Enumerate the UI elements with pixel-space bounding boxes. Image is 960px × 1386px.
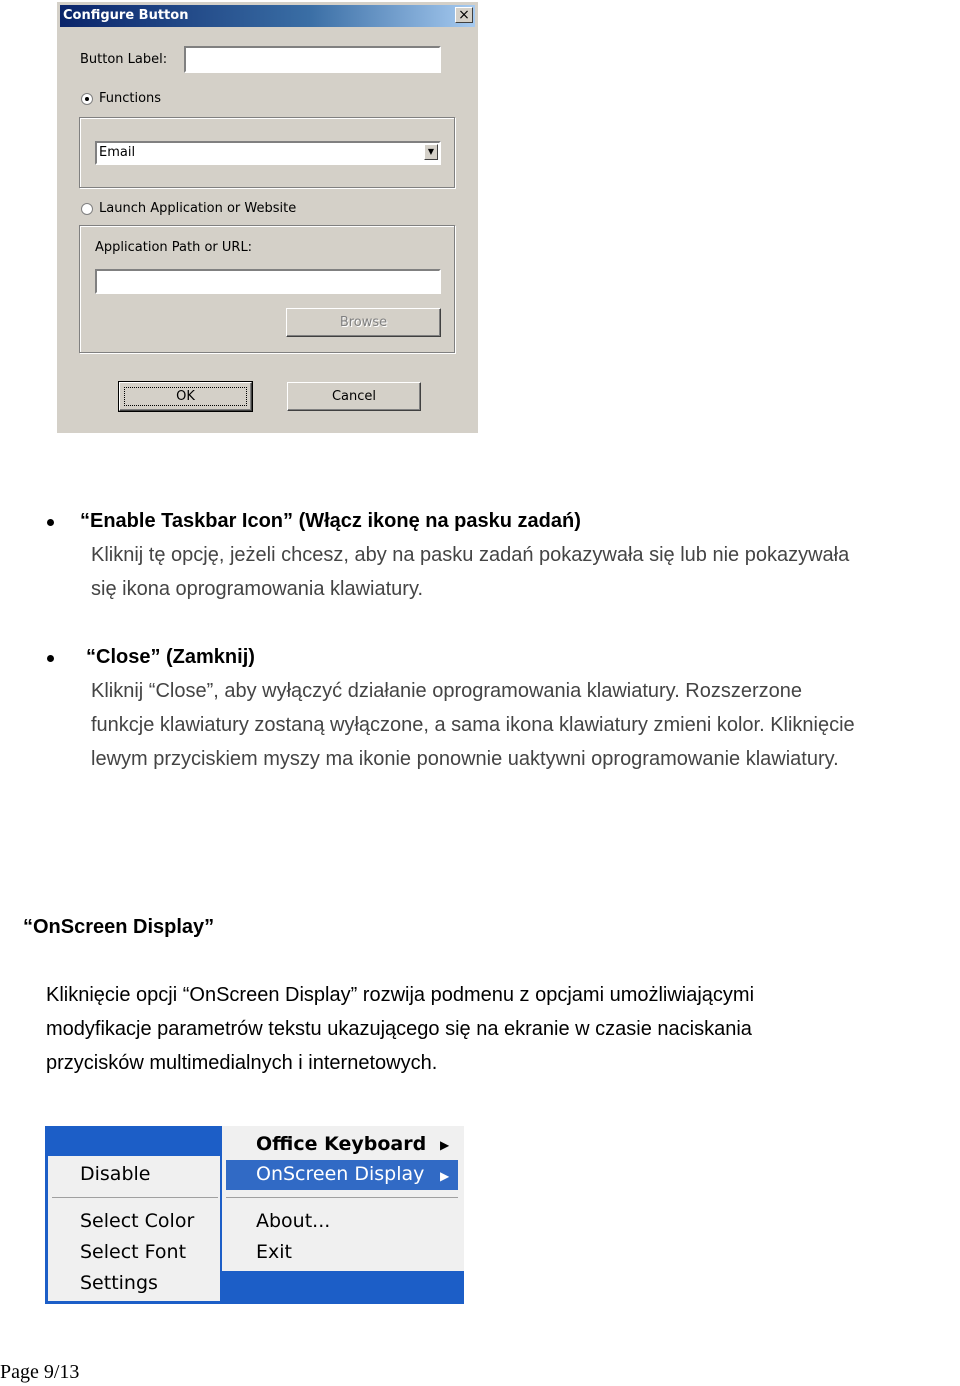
osd-line-3: przycisków multimedialnych i internetowych. [46,1052,438,1074]
functions-radio[interactable] [81,93,93,105]
functions-select[interactable] [95,141,441,165]
menu-item-onscreen-display-label: OnScreen Display [256,1163,425,1185]
functions-radio-label: Functions [99,91,162,106]
button-label-caption: Button Label: [80,52,168,67]
path-input[interactable] [95,269,441,294]
context-menu-screenshot [45,1126,464,1304]
menu-separator [226,1197,458,1198]
close-line-2: funkcje klawiatury zostaną wyłączone, a sama ikona klawiatury zmieni kolor. Kliknięcie [91,714,855,736]
taskbar-heading [80,510,581,533]
menu-item-select-color[interactable]: Select Color [80,1210,195,1232]
taskbar-line-1: Kliknij tę opcję, jeżeli chcesz, aby na pasku zadań pokazywała się lub nie pokazywała [91,544,850,566]
submenu-arrow-icon: ▶ [440,1169,450,1183]
functions-group [79,117,455,188]
focus-ring [124,387,247,406]
button-label-input[interactable] [184,46,441,73]
close-button[interactable] [455,7,473,23]
close-line-1: Kliknij “Close”, aby wyłączyć działanie oprogramowania klawiatury. Rozszerzone [91,680,803,702]
taskbar-line-2: się ikona oprogramowania klawiatury. [91,578,424,600]
submenu-arrow-icon: ▶ [440,1138,450,1152]
cancel-button[interactable]: Cancel [287,382,421,411]
menu-item-exit[interactable]: Exit [256,1241,292,1263]
taskbar-heading-quoted: “Enable Taskbar Icon” [80,510,294,532]
osd-heading: “OnScreen Display” [23,916,215,938]
dialog-titlebar [60,5,475,27]
browse-button[interactable]: Browse [286,308,441,337]
menu-item-settings[interactable]: Settings [80,1272,158,1294]
launch-group [79,225,455,353]
osd-line-2: modyfikacje parametrów tekstu ukazującego się na ekranie w czasie naciskania [46,1018,752,1040]
menu-item-onscreen-display[interactable] [226,1160,458,1190]
configure-button-dialog [57,2,478,433]
taskbar-heading-rest: (Włącz ikonę na pasku zadań) [293,510,581,532]
page-number: Page 9/13 [0,1361,80,1383]
close-heading [86,646,255,669]
bullet [47,655,54,662]
osd-line-1: Kliknięcie opcji “OnScreen Display” rozwija podmenu z opcjami umożliwiającymi [46,984,755,1006]
sub-menu [222,1126,464,1271]
close-heading-rest: (Zamknij) [160,646,255,668]
close-icon: × [458,7,470,23]
main-menu [48,1156,220,1301]
ok-button[interactable]: OK [119,382,252,411]
functions-select-value: Email [99,145,136,160]
dialog-title: Configure Button [63,8,189,23]
path-caption: Application Path or URL: [95,240,253,255]
menu-separator [52,1197,218,1198]
menu-item-disable[interactable]: Disable [80,1163,151,1185]
bullet [47,519,54,526]
menu-item-about[interactable]: About... [256,1210,331,1232]
menu-item-office-keyboard[interactable]: Office Keyboard [256,1133,427,1155]
chevron-down-icon[interactable]: ▼ [424,144,438,160]
launch-radio-label: Launch Application or Website [99,201,297,216]
close-heading-quoted: “Close” [86,646,161,668]
menu-item-select-font[interactable]: Select Font [80,1241,187,1263]
close-line-3: lewym przyciskiem myszy ma ikonie ponownie uaktywni oprogramowanie klawiatury. [91,748,839,770]
launch-radio[interactable] [81,203,93,215]
